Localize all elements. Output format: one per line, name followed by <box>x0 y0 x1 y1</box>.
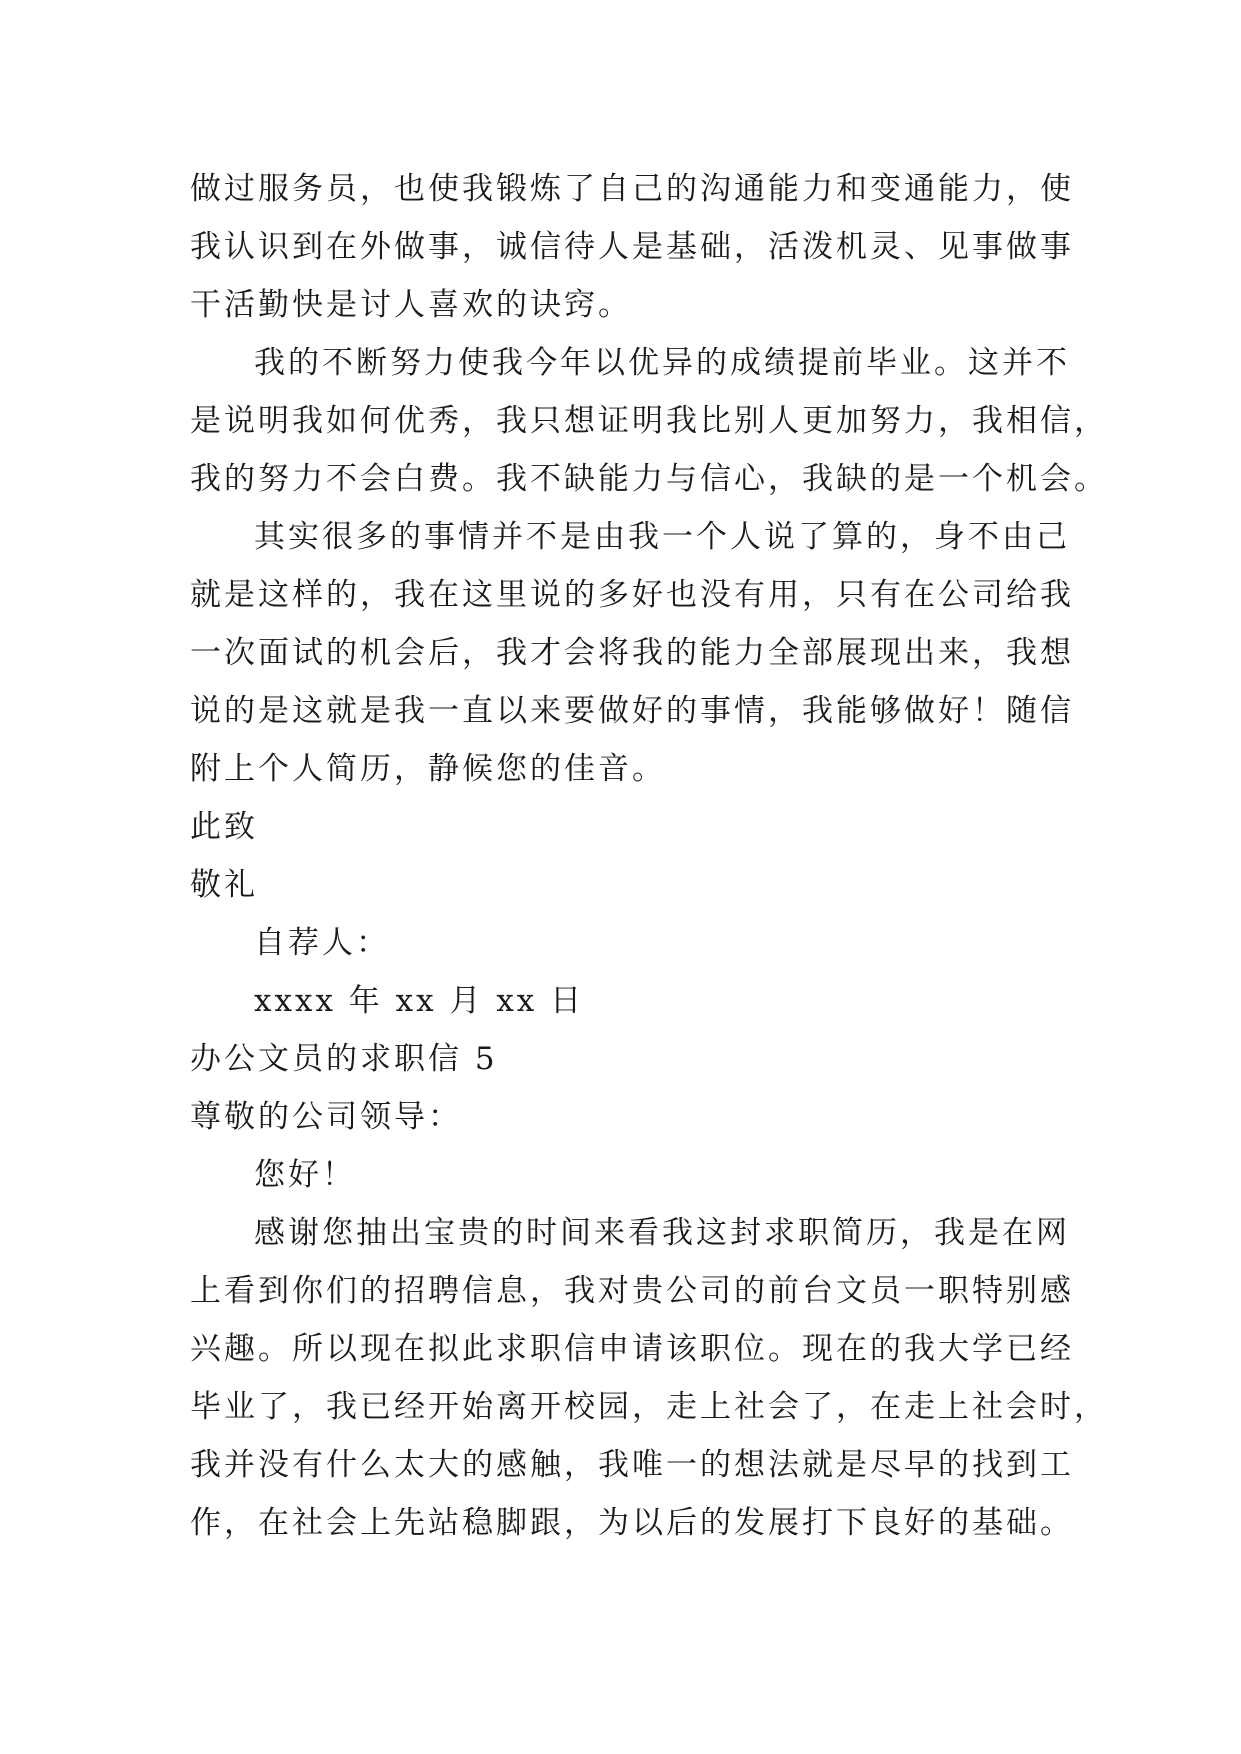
paragraph-first-line: 我的不断努力使我今年以优异的成绩提前毕业。这并不 <box>254 345 1070 381</box>
text-line: 干活勤快是讨人喜欢的诀窍。 <box>190 287 632 323</box>
text-line: 做过服务员，也使我锻炼了自己的沟通能力和变通能力，使 <box>190 171 1074 207</box>
closing-salutation: 此致 <box>190 809 258 845</box>
text-line: 兴趣。所以现在拟此求职信申请该职位。现在的我大学已经 <box>190 1331 1074 1367</box>
letter-greeting: 尊敬的公司领导： <box>190 1099 462 1135</box>
paragraph-first-line: 感谢您抽出宝贵的时间来看我这封求职简历，我是在网 <box>254 1215 1070 1251</box>
closing-regards: 敬礼 <box>190 867 258 903</box>
text-line: 毕业了，我已经开始离开校园，走上社会了，在走上社会时， <box>190 1389 1108 1425</box>
text-line: 作，在社会上先站稳脚跟，为以后的发展打下良好的基础。 <box>190 1505 1074 1541</box>
text-line: 我认识到在外做事，诚信待人是基础，活泼机灵、见事做事 <box>190 229 1074 265</box>
text-line: 附上个人简历，静候您的佳音。 <box>190 751 666 787</box>
text-line: 我的努力不会白费。我不缺能力与信心，我缺的是一个机会。 <box>190 461 1108 497</box>
signature-label: 自荐人： <box>254 925 390 961</box>
text-line: 我并没有什么太大的感触，我唯一的想法就是尽早的找到工 <box>190 1447 1074 1483</box>
text-line: 就是这样的，我在这里说的多好也没有用，只有在公司给我 <box>190 577 1074 613</box>
text-line: 说的是这就是我一直以来要做好的事情，我能够做好！随信 <box>190 693 1074 729</box>
paragraph-first-line: 其实很多的事情并不是由我一个人说了算的，身不由己 <box>254 519 1070 555</box>
letter-hello: 您好！ <box>254 1157 356 1193</box>
text-line: 是说明我如何优秀，我只想证明我比别人更加努力，我相信， <box>190 403 1108 439</box>
signature-date: xxxx 年 xx 月 xx 日 <box>254 983 585 1019</box>
section-heading: 办公文员的求职信 5 <box>190 1041 498 1077</box>
text-line: 一次面试的机会后，我才会将我的能力全部展现出来，我想 <box>190 635 1074 671</box>
text-line: 上看到你们的招聘信息，我对贵公司的前台文员一职特别感 <box>190 1273 1074 1309</box>
document-body <box>190 160 1108 1552</box>
